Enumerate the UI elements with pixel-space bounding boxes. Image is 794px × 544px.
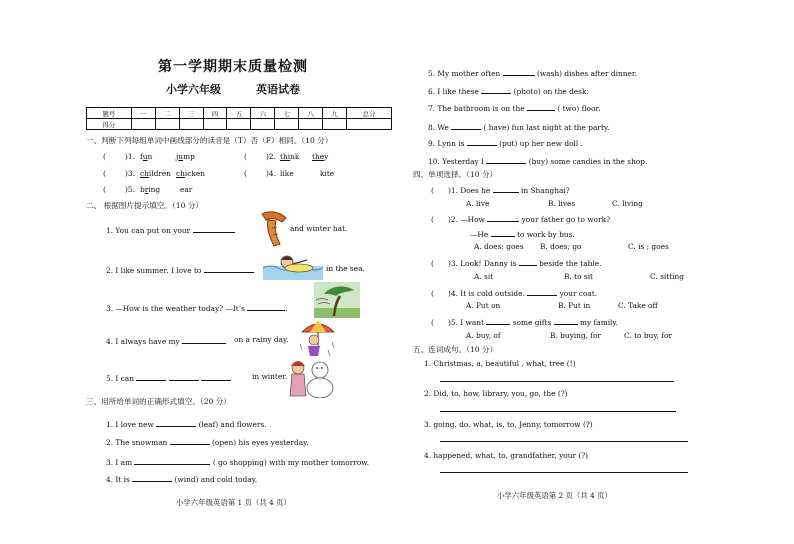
s3-item4: 4. It is (wind) and cold today.	[106, 475, 258, 484]
section1-heading: 一、判断下列每组单词中画线部分的读音是（T）否（F）相同。（10 分）	[86, 136, 333, 145]
s5-item2: 2. Did, to, how, library, you, go, the (?)	[424, 389, 568, 398]
s2-item5-blank-b[interactable]	[169, 372, 199, 381]
s3-item3-blank[interactable]	[134, 456, 210, 465]
s4-q1: ( )1. Does he in Shanghai?	[431, 186, 570, 195]
s1-item4-word1: like	[280, 169, 294, 178]
s3-item6-blank[interactable]	[481, 85, 511, 94]
score-input-cell[interactable]	[155, 119, 179, 130]
s2-item3-blank[interactable]	[247, 302, 285, 311]
s4-q4-blank[interactable]	[527, 287, 557, 296]
s3-item2-blank[interactable]	[170, 436, 210, 445]
s3-item5-blank[interactable]	[503, 67, 535, 76]
s4-q1-option-c[interactable]: C. living	[612, 199, 643, 208]
s4-q5-option-c[interactable]: C. to buy, for	[624, 331, 672, 340]
s3-item1: 1. I love new (leaf) and flowers.	[106, 420, 267, 429]
score-input-cell[interactable]	[227, 119, 251, 130]
s4-q3-blank[interactable]	[519, 257, 537, 266]
page2-footer: 小学六年级英语第 2 页（共 4 页）	[497, 491, 612, 500]
s1-item5-word2: ear	[180, 185, 193, 194]
score-cell: 题号	[87, 108, 132, 119]
score-table-header-row	[87, 108, 392, 119]
s4-q5: ( )5. I want some gifts my family.	[431, 318, 618, 327]
s1-item3-word2: chicken	[176, 169, 206, 178]
s4-q1-blank[interactable]	[493, 184, 519, 193]
s3-item1-blank[interactable]	[156, 418, 196, 427]
s2-item4-post: on a rainy day.	[234, 335, 289, 344]
s4-q2-option-a[interactable]: A. does; goes	[474, 242, 524, 251]
subtitle-grade: 小学六年级	[166, 83, 221, 96]
s1-item2-word1: think	[280, 152, 300, 161]
s1-paren[interactable]: (	[103, 169, 106, 178]
s5-item3: 3. going, do, what, is, to, Jenny, tomorrow (?)	[424, 420, 593, 429]
s1-item5-word1: bring	[140, 185, 161, 194]
s2-item5-blank-c[interactable]	[201, 372, 231, 381]
s4-q3-option-a[interactable]: A. sit	[474, 272, 494, 281]
s4-q1-option-a[interactable]: A. live	[466, 199, 490, 208]
s4-q4-option-b[interactable]: B. Put in	[558, 301, 591, 310]
s1-paren[interactable]: (	[103, 152, 106, 161]
s4-q2-option-c[interactable]: C. is ; goes	[628, 242, 669, 251]
score-input-cell[interactable]	[323, 119, 347, 130]
score-cell: 一	[131, 108, 155, 119]
s4-q5-blank-a[interactable]	[486, 316, 510, 325]
section2-heading: 二、 根据图片提示填空。（10 分）	[86, 201, 204, 210]
s5-item1-answer-line[interactable]	[440, 381, 674, 382]
s4-q2-line2: —He to work by bus.	[470, 230, 575, 239]
s4-q3: ( )3. Look! Danny is beside the table.	[431, 259, 602, 268]
umbrella-girl-icon	[298, 316, 338, 358]
score-label-cell: 得分	[87, 119, 132, 130]
s2-item2-blank[interactable]	[204, 264, 254, 273]
score-table-score-row	[87, 119, 392, 130]
s4-q2-option-b[interactable]: B. does; go	[540, 242, 582, 251]
windy-tree-icon	[314, 282, 360, 318]
s3-item8-blank[interactable]	[451, 121, 481, 130]
score-cell: 四	[203, 108, 227, 119]
s4-q2-blank-b[interactable]	[491, 228, 515, 237]
s1-paren[interactable]: (	[244, 152, 247, 161]
s2-item4-blank[interactable]	[182, 335, 226, 344]
s1-item1-word1: fun	[140, 152, 153, 161]
s2-item5: 5. I can	[106, 372, 231, 384]
s4-q2: ( )2. —How your father go to work?	[431, 215, 611, 224]
snowman-girl-icon	[286, 356, 334, 398]
s2-item4: 4. I always have my	[106, 335, 226, 347]
s4-q4: ( )4. It is cold outside. your coat.	[431, 289, 598, 298]
s1-item2-num: )2.	[266, 152, 276, 161]
score-input-cell[interactable]	[275, 119, 299, 130]
s3-item6: 6. I like these (photo) on the desk.	[428, 87, 589, 96]
s1-item3-word1: children	[140, 169, 172, 178]
score-cell: 八	[299, 108, 323, 119]
s2-item5-blank-a[interactable]	[136, 372, 166, 381]
s2-item2: 2. I like summer. I love to	[106, 264, 254, 276]
s3-item9: 9. Lynn is (put) up her new doll .	[428, 139, 583, 148]
s2-item1: 1. You can put on your	[106, 224, 235, 236]
s5-item4: 4. happened, what, to, grandfather, your (?)	[424, 451, 589, 460]
section3-heading: 三、用所给单词的正确形式填空。（20 分）	[86, 397, 231, 406]
s3-item3: 3. I am ( go shopping) with my mother tomorrow.	[106, 458, 370, 467]
subtitle-subject: 英语试卷	[256, 83, 300, 96]
s4-q3-option-b[interactable]: B. to sit	[564, 272, 594, 281]
s3-item5: 5. My mother often (wash) dishes after dinner.	[428, 69, 637, 78]
s2-item2-post: in the sea.	[326, 264, 365, 273]
score-input-cell[interactable]	[251, 119, 275, 130]
score-input-cell[interactable]	[131, 119, 155, 130]
s5-item3-answer-line[interactable]	[440, 441, 688, 442]
s1-item5-num: )5.	[125, 185, 135, 194]
score-cell: 总分	[347, 108, 392, 119]
score-cell: 二	[155, 108, 179, 119]
s4-q1-option-b[interactable]: B. lives	[548, 199, 576, 208]
s1-paren[interactable]: (	[244, 169, 247, 178]
s5-item1: 1. Christmas, a, beautiful , what, tree (!)	[424, 359, 576, 368]
s4-q3-option-c[interactable]: C. sitting	[650, 272, 685, 281]
score-cell: 七	[275, 108, 299, 119]
s1-item2-word2: they	[312, 152, 329, 161]
score-input-cell[interactable]	[347, 119, 392, 130]
score-input-cell[interactable]	[299, 119, 323, 130]
s5-item2-answer-line[interactable]	[440, 411, 676, 412]
s3-item4-blank[interactable]	[132, 473, 172, 482]
page1-footer: 小学六年级英语第 1 页（共 4 页）	[176, 498, 291, 507]
s2-item1-post: and winter hat.	[290, 224, 348, 233]
s3-item2: 2. The snowman (open) his eyes yesterday.	[106, 438, 309, 447]
s3-item7-blank[interactable]	[527, 102, 555, 111]
s4-q4-option-a[interactable]: A. Put on	[466, 301, 501, 310]
score-cell: 六	[251, 108, 275, 119]
score-cell: 九	[323, 108, 347, 119]
s3-item8: 8. We ( have) fun last night at the party.	[428, 123, 610, 132]
s2-item1-blank[interactable]	[193, 224, 235, 233]
s3-item7: 7. The bathroom is on the ( two) floor.	[428, 104, 601, 113]
score-cell: 三	[179, 108, 203, 119]
s5-item4-answer-line[interactable]	[440, 472, 688, 473]
section4-heading: 四、单项选择。（10 分）	[413, 170, 498, 179]
s3-item10: 10. Yesterday I (buy) some candies in the shop.	[428, 157, 648, 166]
swimming-icon	[263, 252, 323, 280]
s4-q5-option-b[interactable]: B. buying, for	[550, 331, 602, 340]
section5-heading: 五、连词成句。（10 分）	[413, 345, 498, 354]
s2-item3: 3. —How is the weather today? —It’s .	[106, 304, 288, 313]
s4-q5-blank-b[interactable]	[554, 316, 578, 325]
page-title: 第一学期期末质量检测	[158, 59, 308, 75]
s1-item1-word2: jump	[176, 152, 195, 161]
s3-item9-blank[interactable]	[467, 137, 497, 146]
s1-paren[interactable]: (	[103, 185, 106, 194]
score-cell: 五	[227, 108, 251, 119]
s1-item4-num: )4.	[266, 169, 276, 178]
s3-item10-blank[interactable]	[486, 155, 526, 164]
scarf-icon	[258, 208, 290, 250]
s1-item4-word2: kite	[320, 169, 335, 178]
s4-q2-blank-a[interactable]	[487, 213, 519, 222]
s4-q5-option-a[interactable]: A. buy, of	[466, 331, 501, 340]
s2-item5-post: in winter.	[252, 372, 288, 381]
score-table	[86, 107, 392, 130]
s1-item1-num: )1.	[125, 152, 135, 161]
score-input-cell[interactable]	[203, 119, 227, 130]
s1-item3-num: )3.	[125, 169, 135, 178]
s4-q4-option-c[interactable]: C. Take off	[618, 301, 658, 310]
score-input-cell[interactable]	[179, 119, 203, 130]
